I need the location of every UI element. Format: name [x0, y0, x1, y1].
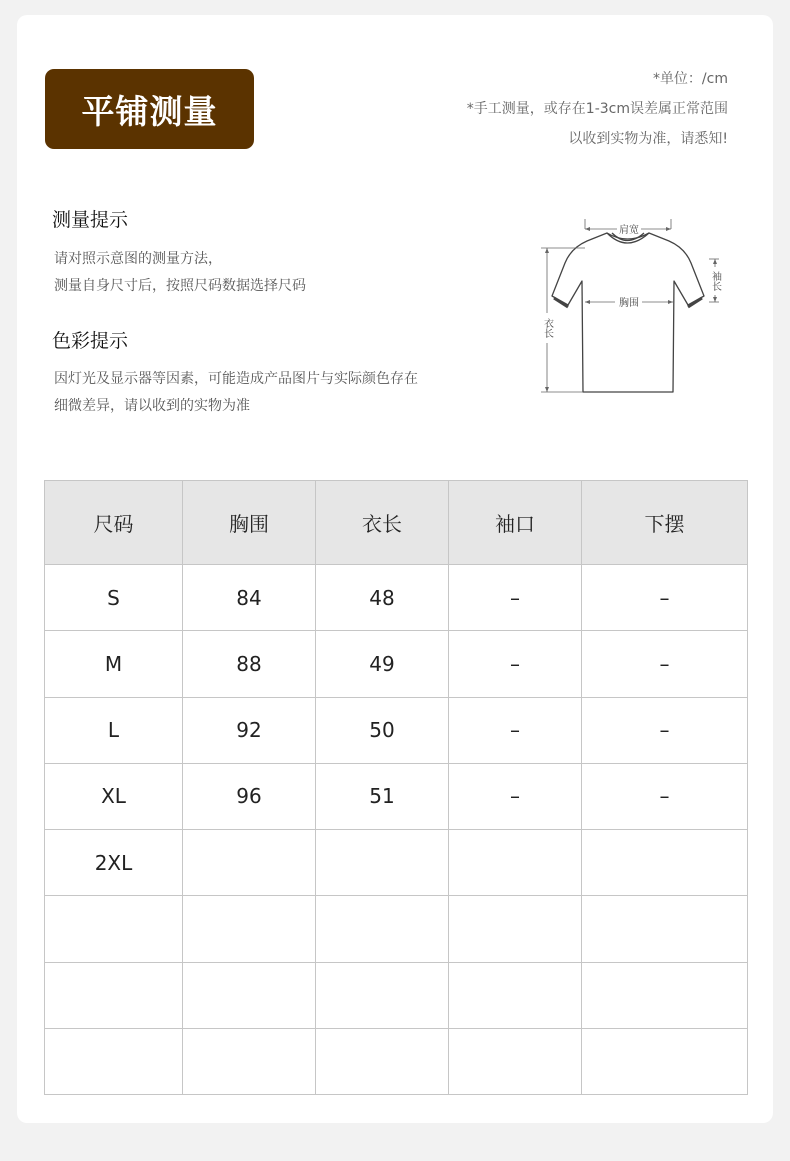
hem-cell: – — [582, 631, 748, 697]
length-label: 衣长 — [541, 318, 553, 338]
cuff-cell — [449, 896, 582, 962]
cuff-cell: – — [449, 565, 582, 631]
measurement-notes — [467, 64, 728, 154]
size-cell — [45, 962, 183, 1028]
length-cell: 50 — [316, 697, 449, 763]
cuff-cell: – — [449, 697, 582, 763]
table-row — [45, 830, 748, 896]
table-row — [45, 896, 748, 962]
table-row — [45, 763, 748, 829]
length-cell: 51 — [316, 763, 449, 829]
chest-cell — [183, 896, 316, 962]
size-cell — [45, 896, 183, 962]
chest-cell — [183, 1028, 316, 1094]
cuff-cell — [449, 962, 582, 1028]
color-tip-line: 细微差异，请以收到的实物为准 — [54, 398, 250, 414]
table-header-row — [45, 481, 748, 565]
color-tip-text — [54, 366, 418, 420]
table-row — [45, 565, 748, 631]
length-cell — [316, 830, 449, 896]
header-cuff: 袖口 — [449, 481, 582, 565]
chest-cell: 88 — [183, 631, 316, 697]
header-chest: 胸围 — [183, 481, 316, 565]
tshirt-diagram — [527, 201, 732, 401]
hem-cell — [582, 896, 748, 962]
hem-cell: – — [582, 697, 748, 763]
chest-label: 胸围 — [619, 298, 639, 309]
hem-cell: – — [582, 565, 748, 631]
length-cell: 49 — [316, 631, 449, 697]
cuff-cell: – — [449, 631, 582, 697]
measure-tip-line: 测量自身尺寸后，按照尺码数据选择尺码 — [54, 278, 306, 294]
chest-cell: 96 — [183, 763, 316, 829]
header-hem: 下摆 — [582, 481, 748, 565]
size-cell: S — [45, 565, 183, 631]
unit-note: *单位：/cm — [652, 71, 728, 87]
table-row — [45, 962, 748, 1028]
size-table — [44, 480, 748, 1095]
shoulder-label: 肩宽 — [619, 225, 639, 236]
length-cell — [316, 1028, 449, 1094]
length-cell — [316, 896, 449, 962]
measure-tip-title: 测量提示 — [52, 209, 129, 231]
header-length: 衣长 — [316, 481, 449, 565]
size-guide-card — [17, 15, 773, 1123]
chest-cell — [183, 962, 316, 1028]
hem-cell: – — [582, 763, 748, 829]
sleeve-label: 袖长 — [709, 271, 721, 291]
hem-cell — [582, 1028, 748, 1094]
table-row — [45, 697, 748, 763]
cuff-cell — [449, 1028, 582, 1094]
cuff-cell: – — [449, 763, 582, 829]
chest-cell — [183, 830, 316, 896]
color-tip-line: 因灯光及显示器等因素，可能造成产品图片与实际颜色存在 — [54, 371, 418, 387]
size-cell: L — [45, 697, 183, 763]
chest-cell: 92 — [183, 697, 316, 763]
measure-tip-text — [54, 246, 306, 300]
size-cell: 2XL — [45, 830, 183, 896]
size-cell — [45, 1028, 183, 1094]
size-cell: XL — [45, 763, 183, 829]
length-cell: 48 — [316, 565, 449, 631]
color-tip-title: 色彩提示 — [52, 330, 129, 352]
header-size: 尺码 — [45, 481, 183, 565]
cuff-cell — [449, 830, 582, 896]
hem-cell — [582, 962, 748, 1028]
confirm-note: 以收到实物为准，请悉知! — [568, 131, 728, 147]
table-row — [45, 631, 748, 697]
chest-cell: 84 — [183, 565, 316, 631]
size-cell: M — [45, 631, 183, 697]
measure-badge: 平铺测量 — [45, 69, 254, 149]
tshirt-icon — [552, 233, 704, 392]
length-cell — [316, 962, 449, 1028]
hem-cell — [582, 830, 748, 896]
error-note: *手工测量，或存在1-3cm误差属正常范围 — [466, 101, 728, 117]
measure-tip-line: 请对照示意图的测量方法， — [54, 251, 222, 267]
table-row — [45, 1028, 748, 1094]
